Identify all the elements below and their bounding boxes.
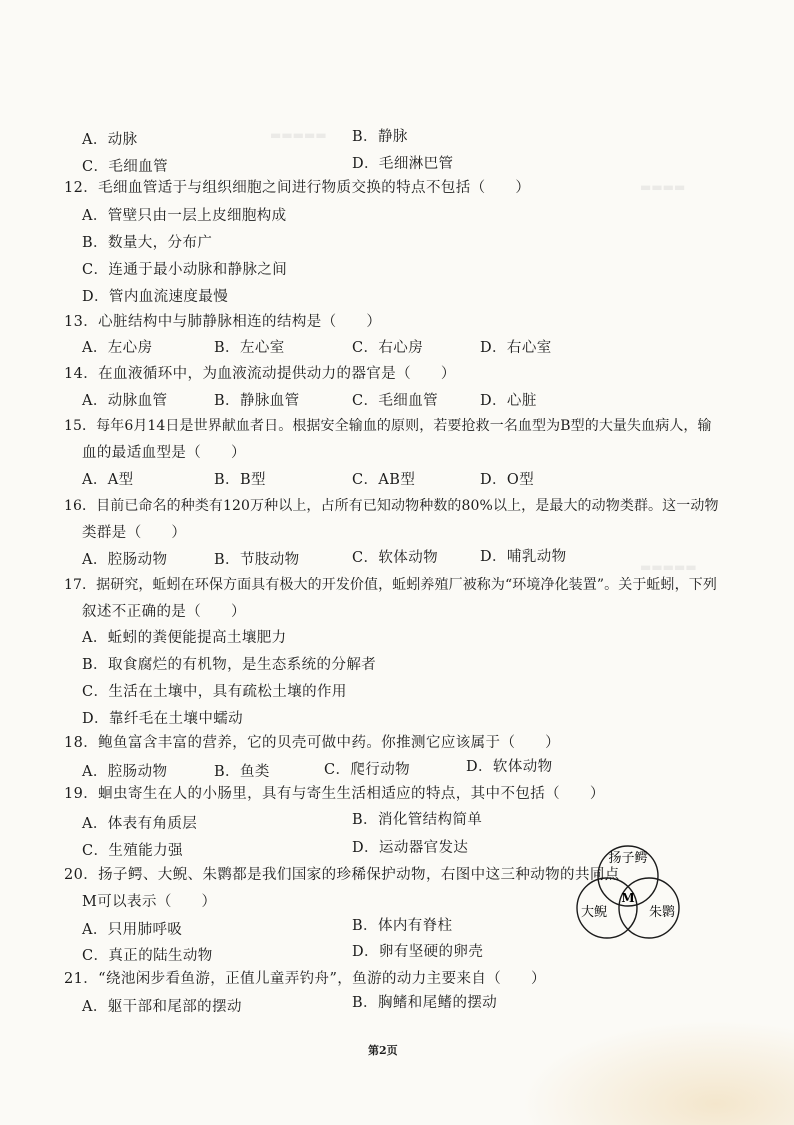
q15-option-b: B．B型 [214, 472, 266, 488]
q13-option-a: A．左心房 [82, 340, 153, 356]
q19-option-c: C．生殖能力强 [82, 843, 183, 859]
q14-option-d: D．心脏 [480, 393, 537, 409]
q11-option-a: A．动脉 [82, 132, 138, 148]
q21-stem: 21．“绕池闲步看鱼游，正值儿童弄钓舟”，鱼游的动力主要来自（ ） [64, 971, 546, 987]
q16-option-b: B．节肢动物 [214, 552, 300, 568]
venn-label-center: M [621, 891, 635, 905]
venn-label-right: 朱鹮 [648, 905, 676, 920]
q15-option-d: D．O型 [480, 472, 535, 488]
venn-label-left: 大鲵 [580, 905, 608, 920]
page-number: 第2页 [368, 1044, 398, 1057]
q16-stem-line2: 类群是（ ） [82, 525, 187, 541]
q18-option-b: B．鱼类 [214, 764, 270, 780]
q17-stem-line2: 叙述不正确的是（ ） [82, 604, 246, 620]
q16-stem-line1: 16．目前已命名的种类有120万种以上，占所有已知动物种数的80%以上，是最大的动物类群。这一动物 [64, 498, 719, 514]
q18-option-a: A．腔肠动物 [82, 764, 168, 780]
q15-stem-line2: 血的最适血型是（ ） [82, 445, 246, 461]
q13-stem: 13．心脏结构中与肺静脉相连的结构是（ ） [64, 314, 382, 330]
q16-option-c: C．软体动物 [352, 550, 438, 566]
q11-option-d: D．毛细淋巴管 [352, 156, 454, 172]
q17-option-b: B．取食腐烂的有机物，是生态系统的分解者 [82, 657, 377, 673]
q19-option-a: A．体表有角质层 [82, 816, 198, 832]
q18-stem: 18．鲍鱼富含丰富的营养，它的贝壳可做中药。你推测它应该属于（ ） [64, 735, 561, 751]
q12-stem: 12．毛细血管适于与组织细胞之间进行物质交换的特点不包括（ ） [64, 180, 531, 196]
q20-option-b: B．体内有脊柱 [352, 918, 453, 934]
q21-option-a: A．躯干部和尾部的摆动 [82, 999, 242, 1015]
q13-option-d: D．右心室 [480, 340, 552, 356]
q17-option-a: A．蚯蚓的粪便能提高土壤肥力 [82, 630, 287, 646]
venn-label-top: 扬子鳄 [608, 851, 648, 866]
paper-stain [520, 1020, 794, 1125]
q17-stem-line1: 17．据研究，蚯蚓在环保方面具有极大的开发价值，蚯蚓养殖厂被称为“环境净化装置”。关于蚯蚓，下列 [64, 577, 717, 593]
q15-option-a: A．A型 [82, 472, 134, 488]
q15-option-c: C．AB型 [352, 472, 416, 488]
q11-option-b: B．静脉 [352, 129, 408, 145]
q12-option-d: D．管内血流速度最慢 [82, 289, 229, 305]
q13-option-c: C．右心房 [352, 340, 424, 356]
q18-option-d: D．软体动物 [466, 759, 553, 775]
q11-option-c: C．毛细血管 [82, 159, 168, 175]
q12-option-a: A．管壁只由一层上皮细胞构成 [82, 208, 287, 224]
q14-option-b: B．静脉血管 [214, 393, 300, 409]
q20-option-d: D．卵有坚硬的卵壳 [352, 944, 484, 960]
q20-option-c: C．真正的陆生动物 [82, 948, 213, 964]
q12-option-b: B．数量大，分布广 [82, 235, 213, 251]
q15-stem-line1: 15．每年6月14日是世界献血者日。根据安全输血的原则，若要抢救一名血型为B型的大量失血病人，输 [64, 418, 712, 434]
q14-option-a: A．动脉血管 [82, 393, 168, 409]
q17-option-d: D．靠纤毛在土壤中蠕动 [82, 711, 244, 727]
venn-diagram [562, 842, 694, 946]
q20-stem-line2: M可以表示（ ） [82, 894, 217, 910]
q12-option-c: C．连通于最小动脉和静脉之间 [82, 262, 288, 278]
bleed-through-text: ▬▬▬▬ [640, 180, 686, 194]
q16-option-a: A．腔肠动物 [82, 552, 168, 568]
q18-option-c: C．爬行动物 [324, 762, 410, 778]
q19-option-b: B．消化管结构简单 [352, 812, 483, 828]
q17-option-c: C．生活在土壤中，具有疏松土壤的作用 [82, 684, 347, 700]
q21-option-b: B．胸鳍和尾鳍的摆动 [352, 995, 498, 1011]
q20-stem-line1: 20．扬子鳄、大鲵、朱鹮都是我们国家的珍稀保护动物，右图中这三种动物的共同点 [64, 867, 620, 883]
q13-option-b: B．左心室 [214, 340, 285, 356]
q14-stem: 14．在血液循环中，为血液流动提供动力的器官是（ ） [64, 366, 456, 382]
q16-option-d: D．哺乳动物 [480, 549, 567, 565]
bleed-through-text: ▬▬▬▬▬ [270, 128, 327, 142]
q14-option-c: C．毛细血管 [352, 393, 438, 409]
q19-option-d: D．运动器官发达 [352, 840, 469, 856]
q19-stem: 19．蛔虫寄生在人的小肠里，具有与寄生生活相适应的特点，其中不包括（ ） [64, 786, 605, 802]
bleed-through-text: ▬▬▬▬▬ [640, 560, 697, 574]
q20-option-a: A．只用肺呼吸 [82, 922, 183, 938]
